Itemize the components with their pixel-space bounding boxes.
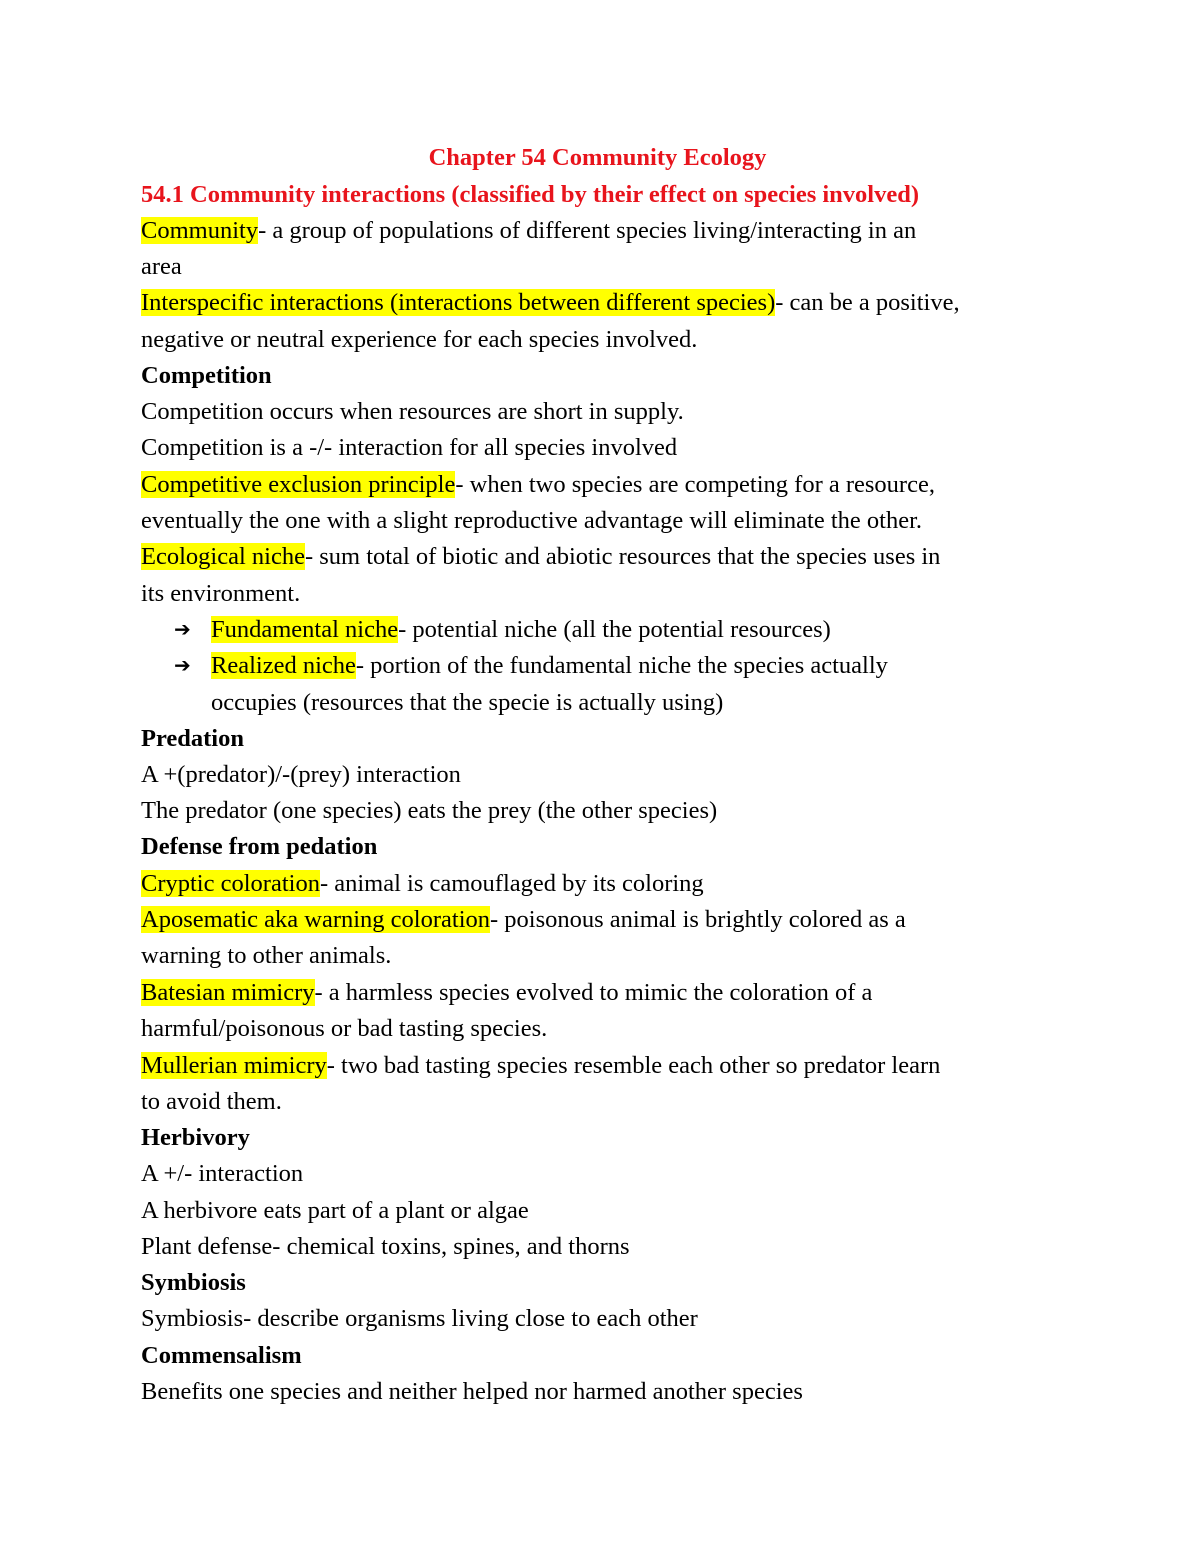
- community-definition-cont: area: [141, 253, 182, 280]
- arrow-bullet-icon: ➔: [174, 619, 191, 641]
- arrow-bullet-icon: ➔: [174, 655, 191, 677]
- term-community: Community: [141, 217, 259, 244]
- mullerian-definition-cont: to avoid them.: [141, 1088, 282, 1115]
- term-cryptic-coloration: Cryptic coloration: [141, 870, 320, 897]
- bullet-fundamental-niche: Fundamental niche- potential niche (all the potential resources): [211, 616, 831, 643]
- term-realized-niche: Realized niche: [211, 652, 356, 679]
- term-aposematic: Aposematic aka warning coloration: [141, 906, 491, 933]
- herbivory-line: Plant defense- chemical toxins, spines, and thorns: [141, 1233, 630, 1260]
- predation-line: The predator (one species) eats the prey (the other species): [141, 797, 718, 824]
- term-batesian-mimicry: Batesian mimicry: [141, 979, 315, 1006]
- defense-heading: Defense from pedation: [141, 833, 378, 860]
- community-definition: Community- a group of populations of different species living/interacting in an: [141, 217, 917, 244]
- niche-definition-cont: its environment.: [141, 580, 301, 607]
- symbiosis-line: Symbiosis- describe organisms living close to each other: [141, 1305, 698, 1332]
- term-mullerian-mimicry: Mullerian mimicry: [141, 1052, 327, 1079]
- commensalism-heading: Commensalism: [141, 1342, 302, 1369]
- bullet-realized-niche-cont: occupies (resources that the specie is actually using): [211, 689, 724, 716]
- predation-line: A +(predator)/-(prey) interaction: [141, 761, 461, 788]
- batesian-definition-cont: harmful/poisonous or bad tasting species.: [141, 1015, 548, 1042]
- predation-heading: Predation: [141, 725, 244, 752]
- term-fundamental-niche: Fundamental niche: [211, 616, 399, 643]
- term-ecological-niche: Ecological niche: [141, 543, 305, 570]
- aposematic-definition-cont: warning to other animals.: [141, 942, 392, 969]
- competition-line: Competition occurs when resources are short in supply.: [141, 398, 684, 425]
- interspecific-definition-cont: negative or neutral experience for each species involved.: [141, 326, 698, 353]
- exclusion-definition-cont: eventually the one with a slight reproductive advantage will eliminate the other.: [141, 507, 923, 534]
- page-title: Chapter 54 Community Ecology: [428, 144, 767, 171]
- interspecific-definition: Interspecific interactions (interactions between different species)- can be a positive,: [141, 289, 960, 316]
- commensalism-line: Benefits one species and neither helped nor harmed another species: [141, 1378, 803, 1405]
- bullet-realized-niche: Realized niche- portion of the fundamental niche the species actually: [211, 652, 888, 679]
- herbivory-heading: Herbivory: [141, 1124, 250, 1151]
- cryptic-definition: Cryptic coloration- animal is camouflaged by its coloring: [141, 870, 704, 897]
- term-interspecific: Interspecific interactions (interactions between different species): [141, 289, 776, 316]
- aposematic-definition: Aposematic aka warning coloration- poisonous animal is brightly colored as a: [141, 906, 906, 933]
- exclusion-definition: Competitive exclusion principle- when two species are competing for a resource,: [141, 471, 935, 498]
- niche-definition: Ecological niche- sum total of biotic and abiotic resources that the species uses in: [141, 543, 941, 570]
- section-heading: 54.1 Community interactions (classified by their effect on species involved): [141, 181, 920, 208]
- symbiosis-heading: Symbiosis: [141, 1269, 246, 1296]
- competition-line: Competition is a -/- interaction for all species involved: [141, 434, 678, 461]
- herbivory-line: A +/- interaction: [141, 1160, 304, 1187]
- herbivory-line: A herbivore eats part of a plant or algae: [141, 1197, 529, 1224]
- term-competitive-exclusion: Competitive exclusion principle: [141, 471, 456, 498]
- mullerian-definition: Mullerian mimicry- two bad tasting species resemble each other so predator learn: [141, 1052, 941, 1079]
- competition-heading: Competition: [141, 362, 272, 389]
- batesian-definition: Batesian mimicry- a harmless species evolved to mimic the coloration of a: [141, 979, 873, 1006]
